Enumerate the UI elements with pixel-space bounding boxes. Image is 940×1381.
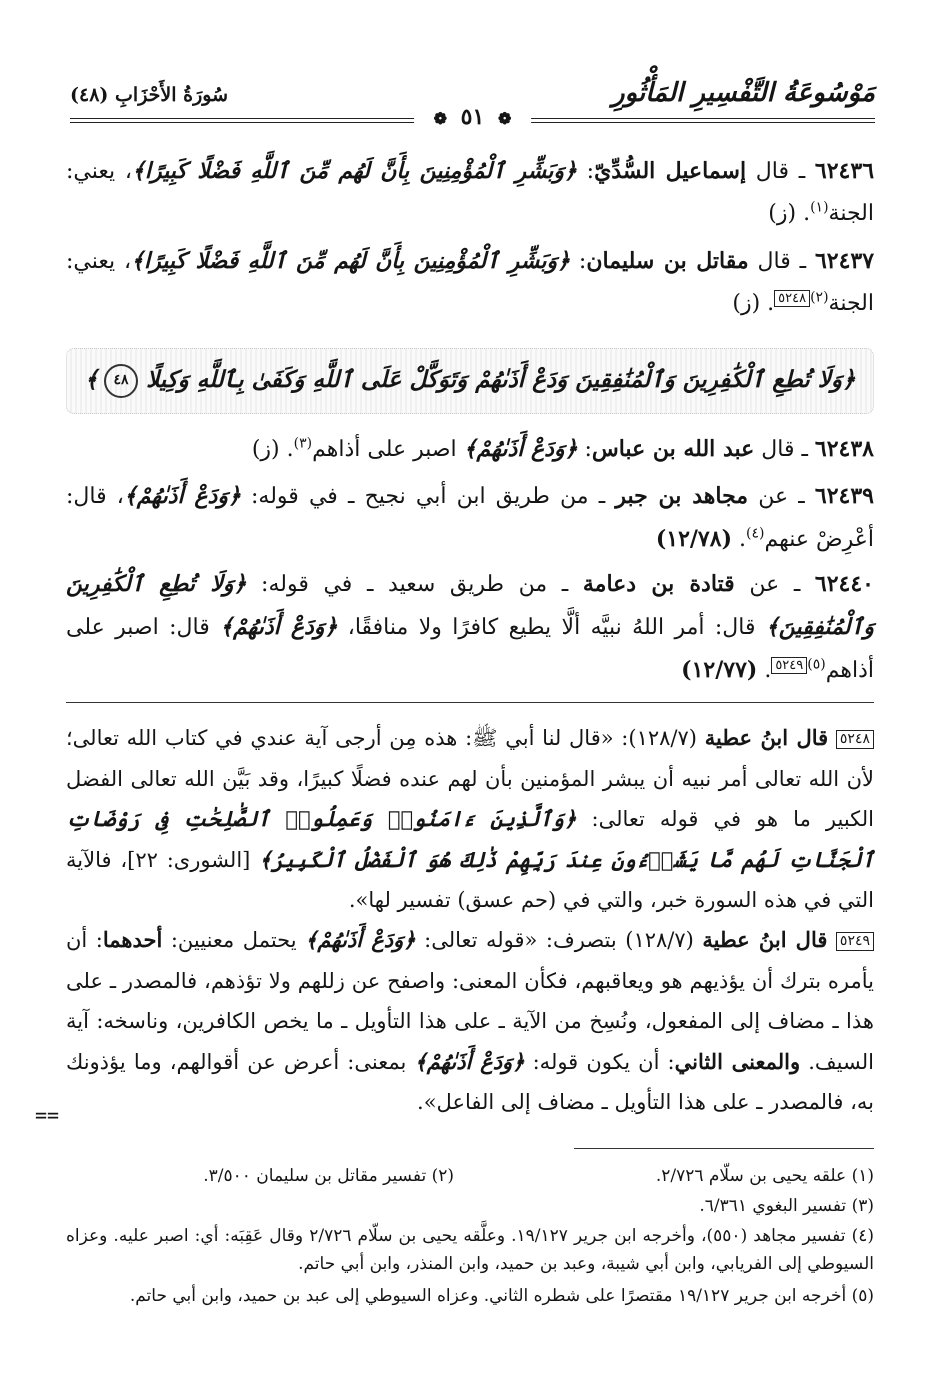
- quran-quote: ﴿وَلَا تُطِعِ ٱلْكَٰفِرِينَ وَٱلْمُنَٰفِقِينَ﴾: [66, 571, 874, 640]
- footnote-2: (٢) تفسير مقاتل بن سليمان ٣/٥٠٠.: [203, 1166, 454, 1186]
- narrator-name: إسماعيل السُّدِّيّ: [594, 158, 747, 184]
- surah-label: سُورَةُ الأَحْزَابِ (٤٨): [70, 84, 229, 106]
- book-title: مَوْسُوعَةُ التَّفْسِيرِ المَأْثُورِ: [612, 78, 875, 108]
- commentary-note: ٥٢٤٩ قال ابنُ عطية (١٢٨/٧) بتصرف: «قوله تعالى: ﴿وَدَعْ أَذَىٰهُمْ﴾ يحتمل معنيين: أحدهما: أن يأمره بترك أن يؤذيهم هو ويعاقبهم، فكأن المعنى: واصفح عن زللهم ولا تؤذهم، فالمصدر ـ على هذا ـ مضاف إلى المفعول، ونُسِخ من الآية ـ على هذا التأويل ـ ما يخص الكافرين، وناسخه: آية السيف. والمعنى الثاني: أن يكون قوله: ﴿وَدَعْ أَذَىٰهُمْ﴾ بمعنى: أعرض عن أقوالهم، وما يؤذونك به، فالمصدر ـ على هذا التأويل ـ مضاف إلى الفاعل».: [66, 927, 874, 1114]
- volume-page-ref: (١٢/٧٨): [655, 526, 732, 552]
- footnote-row: [66, 1162, 874, 1190]
- narrator-name: عبد الله بن عباس: [591, 436, 755, 462]
- footnote-5: (٥) أخرجه ابن جرير ١٩/١٢٧ مقتصرًا على شطره الثاني. وعزاه السيوطي إلى عبد بن حميد، وابن أبي حاتم.: [129, 1286, 874, 1306]
- ornament-left-icon: ❁: [433, 109, 448, 128]
- quran-quote: ﴿وَبَشِّرِ ٱلْمُؤْمِنِينَ بِأَنَّ لَهُم مِّنَ ٱللَّهِ فَضْلًا كَبِيرًا﴾: [131, 248, 571, 274]
- quran-quote: ﴿وَدَعْ أَذَىٰهُمْ﴾: [414, 1048, 525, 1074]
- ornament-right-icon: ❁: [497, 109, 512, 128]
- footnote-ref: (١): [810, 199, 829, 216]
- quran-quote: ﴿وَدَعْ أَذَىٰهُمْ﴾: [220, 614, 338, 640]
- footnote-ref: (٤): [746, 525, 765, 542]
- quran-quote: ﴿وَٱلَّذِينَ ءَامَنُوا۟ وَعَمِلُوا۟ ٱلصَّٰلِحَٰتِ فِى رَوْضَاتِ ٱلْجَنَّاتِ لَهُم مَّا يَشَاۤءُونَ عِندَ رَبِّهِمْ ذَٰلِكَ هُوَ ٱلْفَضْلُ ٱلْكَبِيرُ﴾: [66, 806, 874, 872]
- commentary-number-box: ٥٢٤٨: [836, 730, 874, 749]
- verse-text: ﴿وَلَا تُطِعِ ٱلْكَٰفِرِينَ وَٱلْمُنَٰفِقِينَ وَدَعْ أَذَىٰهُمْ وَتَوَكَّلْ عَلَى ٱللَّهِ وَكَفَىٰ بِٱللَّهِ وَكِيلًا ٤٨﴾: [85, 364, 856, 398]
- quran-quote: ﴿وَبَشِّرِ ٱلْمُؤْمِنِينَ بِأَنَّ لَهُم مِّنَ ٱللَّهِ فَضْلًا كَبِيرًا﴾: [131, 158, 577, 184]
- commentary-number-box: ٥٢٤٩: [836, 932, 874, 951]
- footnote-ref: (٢): [810, 289, 829, 306]
- ayah-number-icon: ٤٨: [104, 364, 138, 398]
- meaning-label: أحدهما: [102, 927, 163, 952]
- footnote-ref: (٣): [293, 435, 313, 452]
- page-number: ٥١: [460, 104, 485, 130]
- narration-entry: ٦٢٤٣٧ ـ قال مقاتل بن سليمان: ﴿وَبَشِّرِ ٱلْمُؤْمِنِينَ بِأَنَّ لَهُم مِّنَ ٱللَّهِ فَضْلًا كَبِيرًا﴾، يعني: الجنة$^{(٢)}$٥٢٤٨. (ز): [66, 248, 875, 316]
- narration-entry: ٦٢٤٤٠ ـ عن قتادة بن دعامة ـ من طريق سعيد ـ في قوله: ﴿وَلَا تُطِعِ ٱلْكَٰفِرِينَ وَٱلْمُنَٰفِقِينَ﴾ قال: أمر اللهُ نبيَّه ألَّا يطيع كافرًا ولا منافقًا، ﴿وَدَعْ أَذَىٰهُمْ﴾ قال: اصبر على أذاهم$^{(٥)}$٥٢٤٩. (١٢/٧٧): [66, 571, 874, 683]
- commentary-separator: [66, 702, 874, 703]
- commentary-ref-box[interactable]: ٥٢٤٨: [774, 290, 810, 307]
- continuation-mark: ==: [35, 1103, 60, 1127]
- quran-quote: ﴿وَدَعْ أَذَىٰهُمْ﴾: [463, 436, 578, 462]
- entry-number: ٦٢٤٣٦: [814, 158, 875, 184]
- narration-entry: ٦٢٤٣٨ ـ قال عبد الله بن عباس: ﴿وَدَعْ أَذَىٰهُمْ﴾ اصبر على أذاهم$^{(٣)}$. (ز): [251, 435, 874, 462]
- quran-quote: ﴿وَدَعْ أَذَىٰهُمْ﴾: [305, 927, 416, 952]
- entry-number: ٦٢٤٣٩: [814, 483, 874, 509]
- quran-quote: ﴿وَدَعْ أَذَىٰهُمْ﴾: [123, 483, 241, 509]
- footnote-4: (٤) تفسير مجاهد (٥٥٠)، وأخرجه ابن جرير ١٩/١٢٧. وعلَّقه يحيى بن سلّام ٢/٧٢٦ وقال عَقِبَه: أي: اصبر عليه. وعزاه السيوطي إلى الفريابي، وابن أبي شيبة، وعبد بن حميد، وابن المنذر، وابن أبي حاتم.: [66, 1226, 874, 1274]
- page-number-block: [414, 104, 532, 130]
- commentator-name: قال ابنُ عطية: [702, 927, 828, 952]
- running-header: [70, 78, 875, 130]
- commentary-ref-box[interactable]: ٥٢٤٩: [771, 657, 807, 674]
- entry-number: ٦٢٤٣٨: [814, 436, 874, 462]
- footnote-separator: [574, 1148, 874, 1149]
- narration-entry: ٦٢٤٣٦ ـ قال إسماعيل السُّدِّيّ: ﴿وَبَشِّرِ ٱلْمُؤْمِنِينَ بِأَنَّ لَهُم مِّنَ ٱللَّهِ فَضْلًا كَبِيرًا﴾، يعني: الجنة$^{(١)}$. (ز): [66, 158, 875, 226]
- entry-number: ٦٢٤٤٠: [814, 571, 874, 597]
- footnote-ref: (٥): [807, 656, 826, 673]
- footnote-3: (٣) تفسير البغوي ٦/٣٦١.: [699, 1196, 874, 1216]
- commentary-note: ٥٢٤٨ قال ابنُ عطية (١٢٨/٧): «قال لنا أبي ﷺ: هذه مِن أرجى آية عندي في كتاب الله تعالى؛ لأن الله تعالى أمر نبيه أن يبشر المؤمنين بأن لهم عنده فضلًا كبيرًا، وقد بَيَّن الله تعالى الفضل الكبير ما هو في قوله تعالى: ﴿وَٱلَّذِينَ ءَامَنُوا۟ وَعَمِلُوا۟ ٱلصَّٰلِحَٰتِ فِى رَوْضَاتِ ٱلْجَنَّاتِ لَهُم مَّا يَشَاۤءُونَ عِندَ رَبِّهِمْ ذَٰلِكَ هُوَ ٱلْفَضْلُ ٱلْكَبِيرُ﴾ [الشورى: ٢٢]، فالآية التي في هذه السورة خبر، والتي في (حم عسق) تفسير لها».: [66, 725, 874, 912]
- footnote-1: (١) علقه يحيى بن سلّام ٢/٧٢٦.: [655, 1166, 874, 1186]
- volume-page-ref: (١٢/٧٧): [681, 657, 758, 683]
- meaning-label: والمعنى الثاني: [674, 1048, 801, 1074]
- narrator-name: مجاهد بن جبر: [615, 483, 749, 509]
- entry-number: ٦٢٤٣٧: [814, 248, 875, 274]
- narrator-name: قتادة بن دعامة: [582, 571, 735, 597]
- narrator-name: مقاتل بن سليمان: [586, 248, 749, 274]
- verse-banner: [66, 348, 874, 414]
- commentator-name: قال ابنُ عطية: [704, 725, 829, 750]
- narration-entry: ٦٢٤٣٩ ـ عن مجاهد بن جبر ـ من طريق ابن أبي نجيح ـ في قوله: ﴿وَدَعْ أَذَىٰهُمْ﴾، قال: أعْرِضْ عنهم$^{(٤)}$. (١٢/٧٨): [66, 483, 874, 552]
